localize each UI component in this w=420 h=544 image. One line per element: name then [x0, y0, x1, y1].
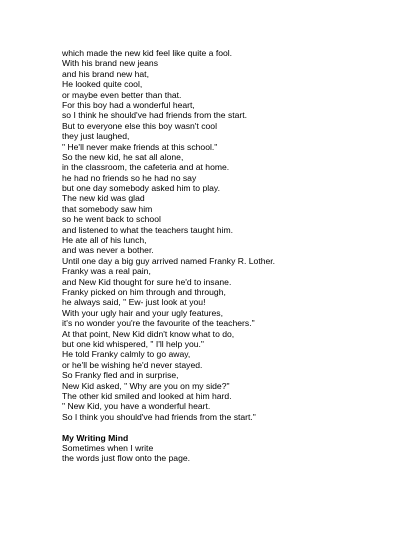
poem-line: So I think you should've had friends from the start." — [62, 411, 256, 422]
poem-line: but one kid whispered, " I'll help you." — [62, 338, 204, 349]
poem-line: " He'll never make friends at this school." — [62, 141, 218, 152]
poem-line: or he'll be wishing he'd never stayed. — [62, 359, 203, 370]
poem-line: he had no friends so he had no say — [62, 172, 197, 183]
poem-line: For this boy had a wonderful heart, — [62, 99, 195, 110]
poem-body — [62, 48, 402, 422]
next-poem-body — [62, 443, 402, 464]
poem-line: which made the new kid feel like quite a fool. — [62, 48, 233, 58]
poem-line: Until one day a big guy arrived named Franky R. Lother. — [62, 255, 276, 266]
poem-line: Sometimes when I write — [62, 443, 154, 454]
poem-line: and listened to what the teachers taught him. — [62, 224, 234, 235]
poem-line: and his brand new hat, — [62, 68, 149, 79]
poem-line: With his brand new jeans — [62, 58, 159, 69]
poem-line: He told Franky calmly to go away, — [62, 349, 191, 360]
poem-line: the words just flow onto the page. — [62, 453, 191, 464]
poem-line: in the classroom, the cafeteria and at home. — [62, 162, 230, 173]
poem-line: or maybe even better than that. — [62, 89, 182, 100]
poem-line: The new kid was glad — [62, 193, 145, 204]
poem-line: " New Kid, you have a wonderful heart. — [62, 401, 211, 412]
poem-line: Franky was a real pain, — [62, 266, 151, 277]
poem-line: New Kid asked, " Why are you on my side?" — [62, 380, 230, 391]
poem-line: With your ugly hair and your ugly features, — [62, 307, 223, 318]
poem-line: So Franky fled and in surprise, — [62, 370, 179, 381]
poem-line: So the new kid, he sat all alone, — [62, 151, 184, 162]
poem-line: and was never a bother. — [62, 245, 154, 256]
poem-line: but one day somebody asked him to play. — [62, 183, 220, 194]
document-page — [62, 48, 402, 464]
poem-line: he always said, " Ew- just look at you! — [62, 297, 206, 308]
poem-line: But to everyone else this boy wasn't cool — [62, 120, 217, 131]
poem-line: The other kid smiled and looked at him hard. — [62, 390, 232, 401]
poem-line: so he went back to school — [62, 214, 161, 225]
poem-line: and New Kid thought for sure he'd to insane. — [62, 276, 232, 287]
poem-line: it's no wonder you're the favourite of the teachers." — [62, 318, 255, 329]
poem-line: Franky picked on him through and through, — [62, 286, 226, 297]
poem-line: so I think he should've had friends from the start. — [62, 110, 248, 121]
poem-line: they just laughed, — [62, 131, 130, 142]
poem-line: that somebody saw him — [62, 203, 153, 214]
poem-title: My Writing Mind — [62, 432, 129, 443]
poem-line: He ate all of his lunch, — [62, 235, 147, 246]
poem-line: At that point, New Kid didn't know what to do, — [62, 328, 235, 339]
poem-line: He looked quite cool, — [62, 79, 143, 90]
